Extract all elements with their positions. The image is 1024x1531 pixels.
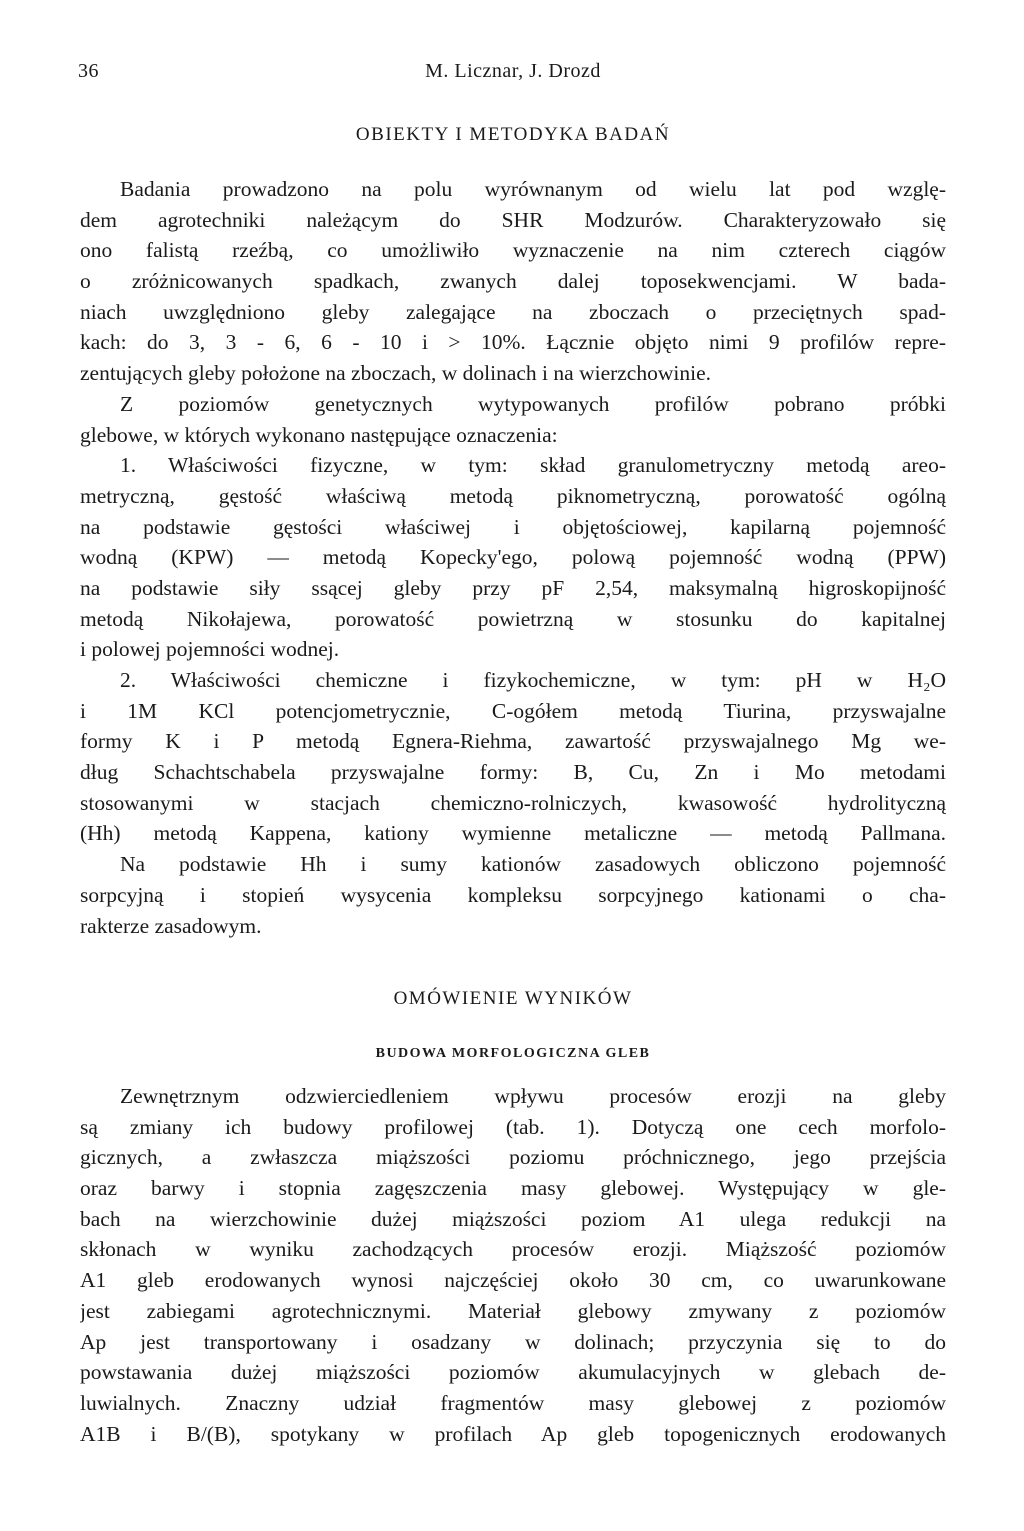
text-line: skłonach w wyniku zachodzących procesów erozji. Miąższość poziomów <box>80 1237 946 1262</box>
text-line: rakterze zasadowym. <box>80 913 262 938</box>
text-line: na podstawie gęstości właściwej i objętościowej, kapilarną pojemność <box>80 514 946 539</box>
text-line: luwialnych. Znaczny udział fragmentów masy glebowej z poziomów <box>80 1390 946 1415</box>
text-line: są zmiany ich budowy profilowej (tab. 1). Dotyczą one cech morfolo- <box>80 1114 946 1139</box>
text-line: oraz barwy i stopnia zagęszczenia masy glebowej. Występujący w gle- <box>80 1176 946 1201</box>
text-line: Z poziomów genetycznych wytypowanych profilów pobrano próbki <box>120 391 946 416</box>
text-line: A1B i B/(B), spotykany w profilach Ap gleb topogenicznych erodowanych <box>80 1421 946 1446</box>
running-title: M. Licznar, J. Drozd <box>425 60 601 82</box>
text-line: i polowej pojemności wodnej. <box>80 637 340 662</box>
text-line: o zróżnicowanych spadkach, zwanych dalej toposekwencjami. W bada- <box>80 269 946 294</box>
text-line: Zewnętrznym odzwierciedleniem wpływu procesów erozji na gleby <box>120 1084 946 1108</box>
text-line: wodną (KPW) — metodą Kopecky'ego, polową pojemność wodną (PPW) <box>80 545 946 570</box>
text-line: dług Schachtschabela przyswajalne formy: B, Cu, Zn i Mo metodami <box>80 760 946 785</box>
text-line: bach na wierzchowinie dużej miąższości poziom A1 ulega redukcji na <box>80 1206 946 1231</box>
page-header <box>80 60 946 94</box>
results-paragraph <box>80 1081 946 1449</box>
text-line: jest zabiegami agrotechnicznymi. Materiał glebowy zmywany z poziomów <box>80 1298 946 1323</box>
text-line: powstawania dużej miąższości poziomów akumulacyjnych w glebach de- <box>80 1360 946 1385</box>
page-number: 36 <box>78 60 99 82</box>
text-line: kach: do 3, 3 - 6, 6 - 10 i > 10%. Łącznie objęto nimi 9 profilów repre- <box>80 330 946 355</box>
subsection-heading: BUDOWA MORFOLOGICZNA GLEB <box>375 1046 651 1061</box>
section-heading-results: OMÓWIENIE WYNIKÓW <box>393 988 633 1009</box>
text-line: 1. Właściwości fizyczne, w tym: skład granulometryczny metodą areo- <box>120 453 946 478</box>
text-line: (Hh) metodą Kappena, kationy wymienne metaliczne — metodą Pallmana. <box>80 821 946 846</box>
text-line: i 1M KCl potencjometrycznie, C-ogółem metodą Tiurina, przyswajalne <box>80 698 946 723</box>
text-line: stosowanymi w stacjach chemiczno-rolniczych, kwasowość hydrolityczną <box>80 790 946 815</box>
text-line: metryczną, gęstość właściwą metodą piknometryczną, porowatość ogólną <box>80 483 946 508</box>
text-line: Badania prowadzono na polu wyrównanym od wielu lat pod wzglę- <box>120 177 946 201</box>
text-line: formy K i P metodą Egnera-Riehma, zawartość przyswajalnego Mg we- <box>80 729 946 754</box>
text-line: gicznych, a zwłaszcza miąższości poziomu próchnicznego, jego przejścia <box>80 1145 946 1170</box>
text-line: na podstawie siły ssącej gleby przy pF 2,54, maksymalną higroskopijność <box>80 575 946 600</box>
text-line: Na podstawie Hh i sumy kationów zasadowych obliczono pojemność <box>120 852 946 877</box>
section-heading-methods: OBIEKTY I METODYKA BADAŃ <box>355 124 671 145</box>
text-line: dem agrotechniki należącym do SHR Modzurów. Charakteryzowało się <box>80 207 946 232</box>
methods-paragraph <box>80 174 946 941</box>
text-line: niach uwzględniono gleby zalegające na zboczach o przeciętnych spad- <box>80 299 946 324</box>
text-line: 2. Właściwości chemiczne i fizykochemiczne, w tym: pH w H₂O <box>120 668 946 692</box>
text-line: metodą Nikołajewa, porowatość powietrzną w stosunku do kapitalnej <box>80 606 946 631</box>
text-line: A1 gleb erodowanych wynosi najczęściej około 30 cm, co uwarunkowane <box>80 1268 946 1293</box>
text-line: Ap jest transportowany i osadzany w dolinach; przyczynia się to do <box>80 1329 946 1354</box>
text-line: zentujących gleby położone na zboczach, w dolinach i na wierzchowinie. <box>80 361 711 386</box>
text-line: glebowe, w których wykonano następujące oznaczenia: <box>80 422 558 447</box>
text-line: sorpcyjną i stopień wysycenia kompleksu sorpcyjnego kationami o cha- <box>80 882 946 907</box>
text-line: ono falistą rzeźbą, co umożliwiło wyznaczenie na nim czterech ciągów <box>80 238 946 263</box>
